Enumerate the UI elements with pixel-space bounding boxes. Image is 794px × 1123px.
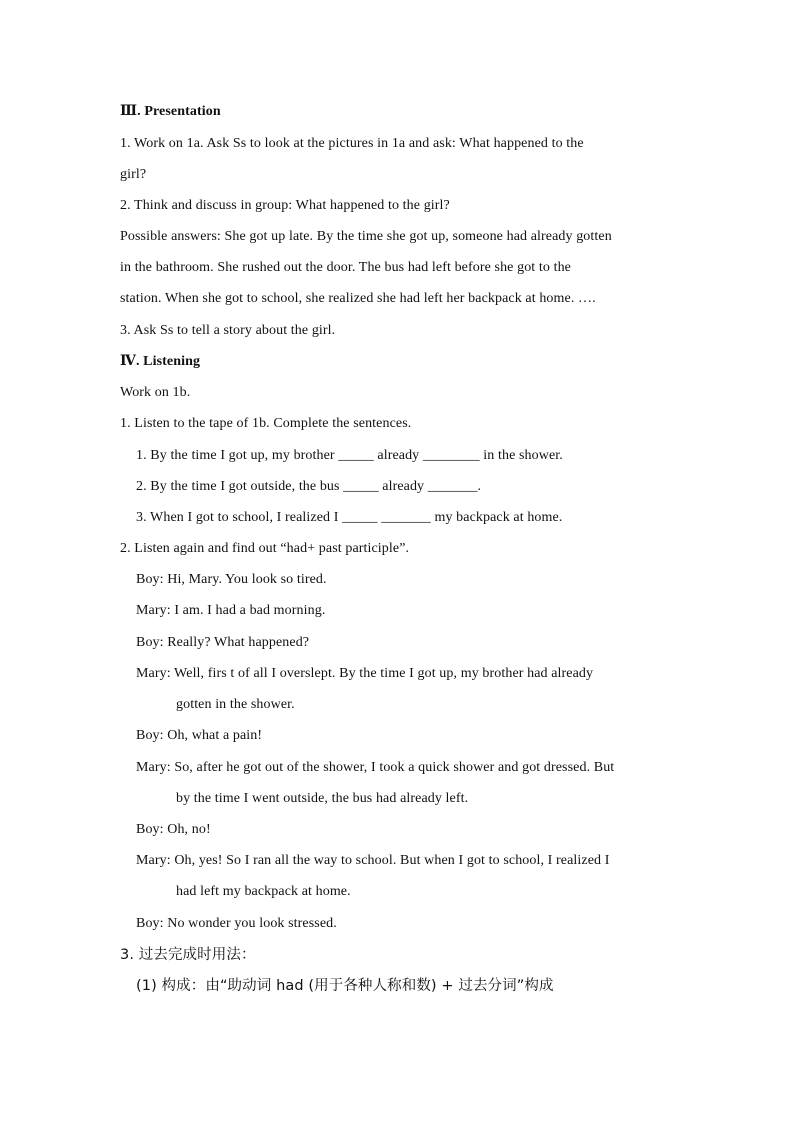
fill-sentence-3: 3. When I got to school, I realized I _____ _______ my backpack at home.: [136, 510, 563, 525]
dialogue-line: Mary: I am. I had a bad morning.: [136, 603, 326, 618]
possible-answers-line-3: station. When she got to school, she realized she had left her backpack at home. ….: [120, 291, 596, 306]
listening-task-3: 3. 过去完成时用法：: [120, 947, 256, 963]
presentation-item-3: 3. Ask Ss to tell a story about the girl.: [120, 323, 336, 338]
presentation-item-1-cont: girl?: [120, 167, 147, 182]
section-heading-presentation: Ⅲ. Presentation: [120, 104, 221, 119]
fill-sentence-1: 1. By the time I got up, my brother _____ already ________ in the shower.: [136, 448, 563, 463]
dialogue-line: Boy: Oh, no!: [136, 822, 211, 837]
dialogue-line-cont: by the time I went outside, the bus had already left.: [176, 791, 469, 806]
dialogue-line: Boy: No wonder you look stressed.: [136, 916, 337, 931]
presentation-item-1: 1. Work on 1a. Ask Ss to look at the pictures in 1a and ask: What happened to the: [120, 136, 584, 151]
fill-sentence-2: 2. By the time I got outside, the bus _____ already _______.: [136, 479, 482, 494]
dialogue-line: Boy: Hi, Mary. You look so tired.: [136, 572, 327, 587]
listening-task-1: 1. Listen to the tape of 1b. Complete the sentences.: [120, 416, 412, 431]
listening-task-3-structure: (1) 构成：由“助动词 had (用于各种人称和数) + 过去分词”构成: [136, 978, 554, 994]
dialogue-line-cont: gotten in the shower.: [176, 697, 295, 712]
presentation-item-2: 2. Think and discuss in group: What happened to the girl?: [120, 198, 450, 213]
section-heading-listening: Ⅳ. Listening: [120, 354, 201, 369]
possible-answers-line-1: Possible answers: She got up late. By the time she got up, someone had already gotten: [120, 229, 612, 244]
possible-answers-line-2: in the bathroom. She rushed out the door. The bus had left before she got to the: [120, 260, 571, 275]
dialogue-line: Boy: Oh, what a pain!: [136, 728, 263, 743]
dialogue-line: Mary: Well, firs t of all I overslept. By the time I got up, my brother had already: [136, 666, 594, 681]
dialogue-line-cont: had left my backpack at home.: [176, 884, 351, 899]
dialogue-line: Mary: Oh, yes! So I ran all the way to school. But when I got to school, I realized I: [136, 853, 610, 868]
listening-work-on: Work on 1b.: [120, 385, 191, 400]
dialogue-line: Boy: Really? What happened?: [136, 635, 310, 650]
listening-task-2: 2. Listen again and find out “had+ past participle”.: [120, 541, 410, 556]
dialogue-line: Mary: So, after he got out of the shower, I took a quick shower and got dressed. But: [136, 760, 615, 775]
